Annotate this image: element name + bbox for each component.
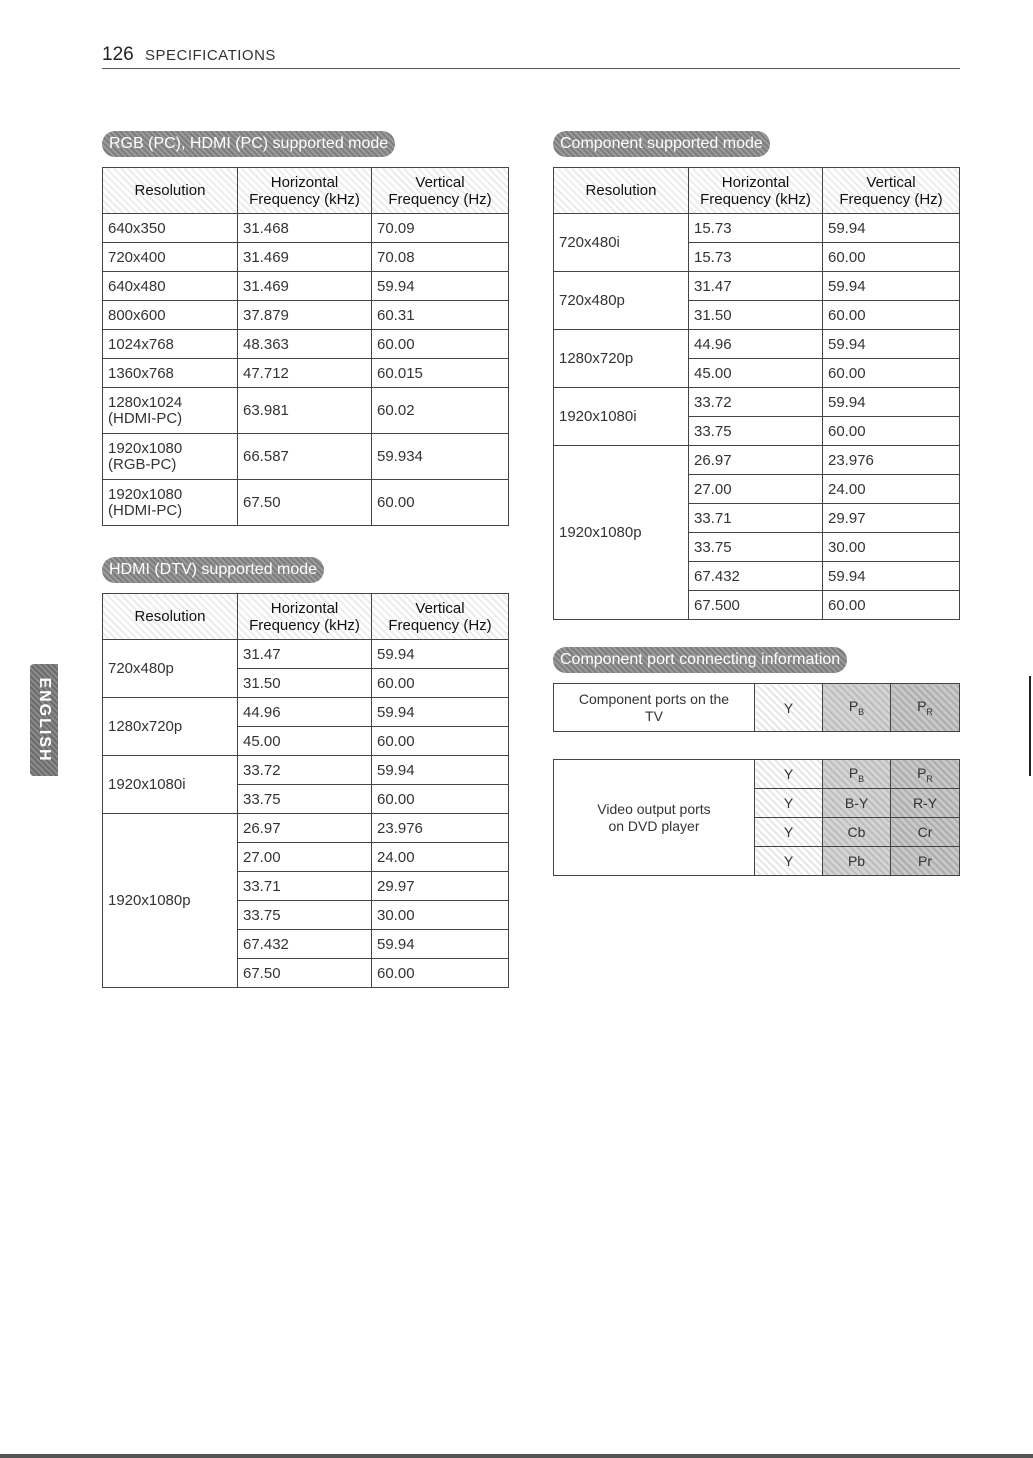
vertical-cell: 23.976 [823, 446, 960, 475]
vertical-cell: 60.00 [372, 727, 509, 756]
resolution-cell: 720x480i [554, 214, 689, 272]
page-number: 126 [102, 44, 134, 65]
horizontal-cell: 37.879 [238, 301, 372, 330]
dvd-port-b-y: B-Y [823, 789, 891, 818]
vertical-cell: 59.94 [823, 214, 960, 243]
dvd-port-cr: Cr [891, 818, 960, 847]
horizontal-cell: 66.587 [238, 434, 372, 480]
hdmi-dtv-table [102, 593, 509, 988]
vertical-cell: 59.934 [372, 434, 509, 480]
table-row [103, 480, 509, 526]
horizontal-cell: 33.75 [238, 901, 372, 930]
vertical-cell: 60.00 [823, 359, 960, 388]
vertical-cell: 60.00 [372, 669, 509, 698]
horizontal-cell: 33.75 [689, 417, 823, 446]
component-table [553, 167, 960, 620]
horizontal-cell: 31.469 [238, 272, 372, 301]
horizontal-cell: 33.72 [689, 388, 823, 417]
table-row [554, 214, 960, 243]
vertical-cell: 70.08 [372, 243, 509, 272]
horizontal-cell: 45.00 [689, 359, 823, 388]
table-row [554, 330, 960, 359]
vertical-cell: 60.015 [372, 359, 509, 388]
vertical-cell: 60.00 [372, 959, 509, 988]
vertical-cell: 59.94 [372, 930, 509, 959]
vertical-cell: 60.00 [823, 243, 960, 272]
dvd-port-y: Y [755, 818, 823, 847]
table-row [103, 388, 509, 434]
horizontal-cell: 15.73 [689, 243, 823, 272]
vertical-cell: 24.00 [823, 475, 960, 504]
table-row [103, 814, 509, 843]
table-row [554, 272, 960, 301]
table-row [103, 330, 509, 359]
horizontal-cell: 26.97 [689, 446, 823, 475]
vertical-cell: 60.00 [823, 301, 960, 330]
vertical-cell: 59.94 [823, 330, 960, 359]
page-header [102, 44, 960, 69]
horizontal-cell: 33.71 [238, 872, 372, 901]
horizontal-cell: 31.50 [238, 669, 372, 698]
horizontal-cell: 33.72 [238, 756, 372, 785]
dvd-ports-label: Video output ports on DVD player [554, 760, 755, 876]
component-title: Component supported mode [553, 131, 770, 157]
horizontal-cell: 27.00 [238, 843, 372, 872]
horizontal-cell: 47.712 [238, 359, 372, 388]
resolution-cell: 800x600 [103, 301, 238, 330]
vertical-cell: 60.00 [823, 591, 960, 620]
tv-port-pr: $P_R$ [891, 684, 960, 732]
horizontal-cell: 44.96 [689, 330, 823, 359]
horizontal-cell: 67.432 [238, 930, 372, 959]
resolution-cell: 1280x720p [554, 330, 689, 388]
vertical-cell: 60.00 [372, 330, 509, 359]
table-row [554, 684, 960, 732]
vertical-cell: 29.97 [372, 872, 509, 901]
rgb-pc-title: RGB (PC), HDMI (PC) supported mode [102, 131, 395, 157]
dvd-port-y: Y [755, 789, 823, 818]
table-row [103, 301, 509, 330]
resolution-cell: 1920x1080i [554, 388, 689, 446]
horizontal-frequency-header: Horizontal Frequency (kHz) [238, 594, 372, 640]
resolution-cell: 640x350 [103, 214, 238, 243]
horizontal-cell: 44.96 [238, 698, 372, 727]
vertical-cell: 59.94 [372, 640, 509, 669]
dvd-port-cb: Cb [823, 818, 891, 847]
section-title: SPECIFICATIONS [145, 47, 276, 64]
table-row [103, 756, 509, 785]
dvd-port-pr: $P_R$ [891, 760, 960, 789]
resolution-cell: 1360x768 [103, 359, 238, 388]
horizontal-cell: 31.47 [689, 272, 823, 301]
dvd-port-pr-alt: Pr [891, 847, 960, 876]
tv-port-pb: $P_B$ [823, 684, 891, 732]
dvd-port-y: Y [755, 760, 823, 789]
vertical-cell: 59.94 [823, 272, 960, 301]
horizontal-cell: 33.71 [689, 504, 823, 533]
resolution-header: Resolution [103, 168, 238, 214]
tv-ports-table [553, 683, 960, 732]
vertical-cell: 60.00 [372, 785, 509, 814]
table-row [103, 243, 509, 272]
horizontal-cell: 27.00 [689, 475, 823, 504]
vertical-cell: 60.00 [372, 480, 509, 526]
page-bottom-edge [0, 1454, 1033, 1458]
vertical-cell: 60.00 [823, 417, 960, 446]
horizontal-cell: 33.75 [238, 785, 372, 814]
vertical-frequency-header: Vertical Frequency (Hz) [372, 168, 509, 214]
vertical-frequency-header: Vertical Frequency (Hz) [372, 594, 509, 640]
resolution-cell: 720x400 [103, 243, 238, 272]
vertical-frequency-header: Vertical Frequency (Hz) [823, 168, 960, 214]
table-header-row [554, 168, 960, 214]
rgb-pc-table [102, 167, 509, 526]
table-header-row [103, 594, 509, 640]
resolution-header: Resolution [554, 168, 689, 214]
dvd-port-pb: $P_B$ [823, 760, 891, 789]
vertical-cell: 60.02 [372, 388, 509, 434]
horizontal-cell: 31.469 [238, 243, 372, 272]
dvd-port-y: Y [755, 847, 823, 876]
horizontal-cell: 26.97 [238, 814, 372, 843]
component-port-title: Component port connecting information [553, 647, 847, 673]
vertical-cell: 59.94 [372, 272, 509, 301]
horizontal-cell: 67.50 [238, 480, 372, 526]
table-row [554, 760, 960, 789]
vertical-cell: 59.94 [823, 388, 960, 417]
vertical-cell: 59.94 [372, 698, 509, 727]
table-row [554, 446, 960, 475]
vertical-cell: 59.94 [372, 756, 509, 785]
horizontal-cell: 31.50 [689, 301, 823, 330]
language-tab [30, 664, 58, 776]
resolution-cell: 1280x1024 (HDMI-PC) [103, 388, 238, 434]
horizontal-frequency-header: Horizontal Frequency (kHz) [238, 168, 372, 214]
resolution-cell: 1920x1080i [103, 756, 238, 814]
language-tab-label: ENGLISH [36, 677, 53, 763]
resolution-header: Resolution [103, 594, 238, 640]
resolution-cell: 1280x720p [103, 698, 238, 756]
horizontal-cell: 67.432 [689, 562, 823, 591]
vertical-cell: 70.09 [372, 214, 509, 243]
resolution-cell: 1920x1080p [554, 446, 689, 620]
horizontal-cell: 15.73 [689, 214, 823, 243]
tv-ports-label: Component ports on the TV [554, 684, 755, 732]
table-row [554, 388, 960, 417]
horizontal-cell: 31.468 [238, 214, 372, 243]
page-edge-mark [1029, 676, 1031, 776]
vertical-cell: 60.31 [372, 301, 509, 330]
horizontal-cell: 67.50 [238, 959, 372, 988]
vertical-cell: 24.00 [372, 843, 509, 872]
horizontal-cell: 33.75 [689, 533, 823, 562]
dvd-port-r-y: R-Y [891, 789, 960, 818]
resolution-cell: 1024x768 [103, 330, 238, 359]
vertical-cell: 23.976 [372, 814, 509, 843]
vertical-cell: 29.97 [823, 504, 960, 533]
hdmi-dtv-title: HDMI (DTV) supported mode [102, 557, 324, 583]
resolution-cell: 1920x1080 (RGB-PC) [103, 434, 238, 480]
resolution-cell: 720x480p [103, 640, 238, 698]
vertical-cell: 30.00 [823, 533, 960, 562]
horizontal-cell: 45.00 [238, 727, 372, 756]
table-row [103, 698, 509, 727]
table-header-row [103, 168, 509, 214]
horizontal-cell: 31.47 [238, 640, 372, 669]
table-row [103, 434, 509, 480]
resolution-cell: 640x480 [103, 272, 238, 301]
horizontal-frequency-header: Horizontal Frequency (kHz) [689, 168, 823, 214]
dvd-ports-table [553, 759, 960, 876]
horizontal-cell: 63.981 [238, 388, 372, 434]
tv-port-y: Y [755, 684, 823, 732]
vertical-cell: 30.00 [372, 901, 509, 930]
table-row [103, 640, 509, 669]
horizontal-cell: 48.363 [238, 330, 372, 359]
vertical-cell: 59.94 [823, 562, 960, 591]
resolution-cell: 1920x1080p [103, 814, 238, 988]
resolution-cell: 1920x1080 (HDMI-PC) [103, 480, 238, 526]
resolution-cell: 720x480p [554, 272, 689, 330]
table-row [103, 359, 509, 388]
table-row [103, 272, 509, 301]
table-row [103, 214, 509, 243]
dvd-port-pb-alt: Pb [823, 847, 891, 876]
horizontal-cell: 67.500 [689, 591, 823, 620]
